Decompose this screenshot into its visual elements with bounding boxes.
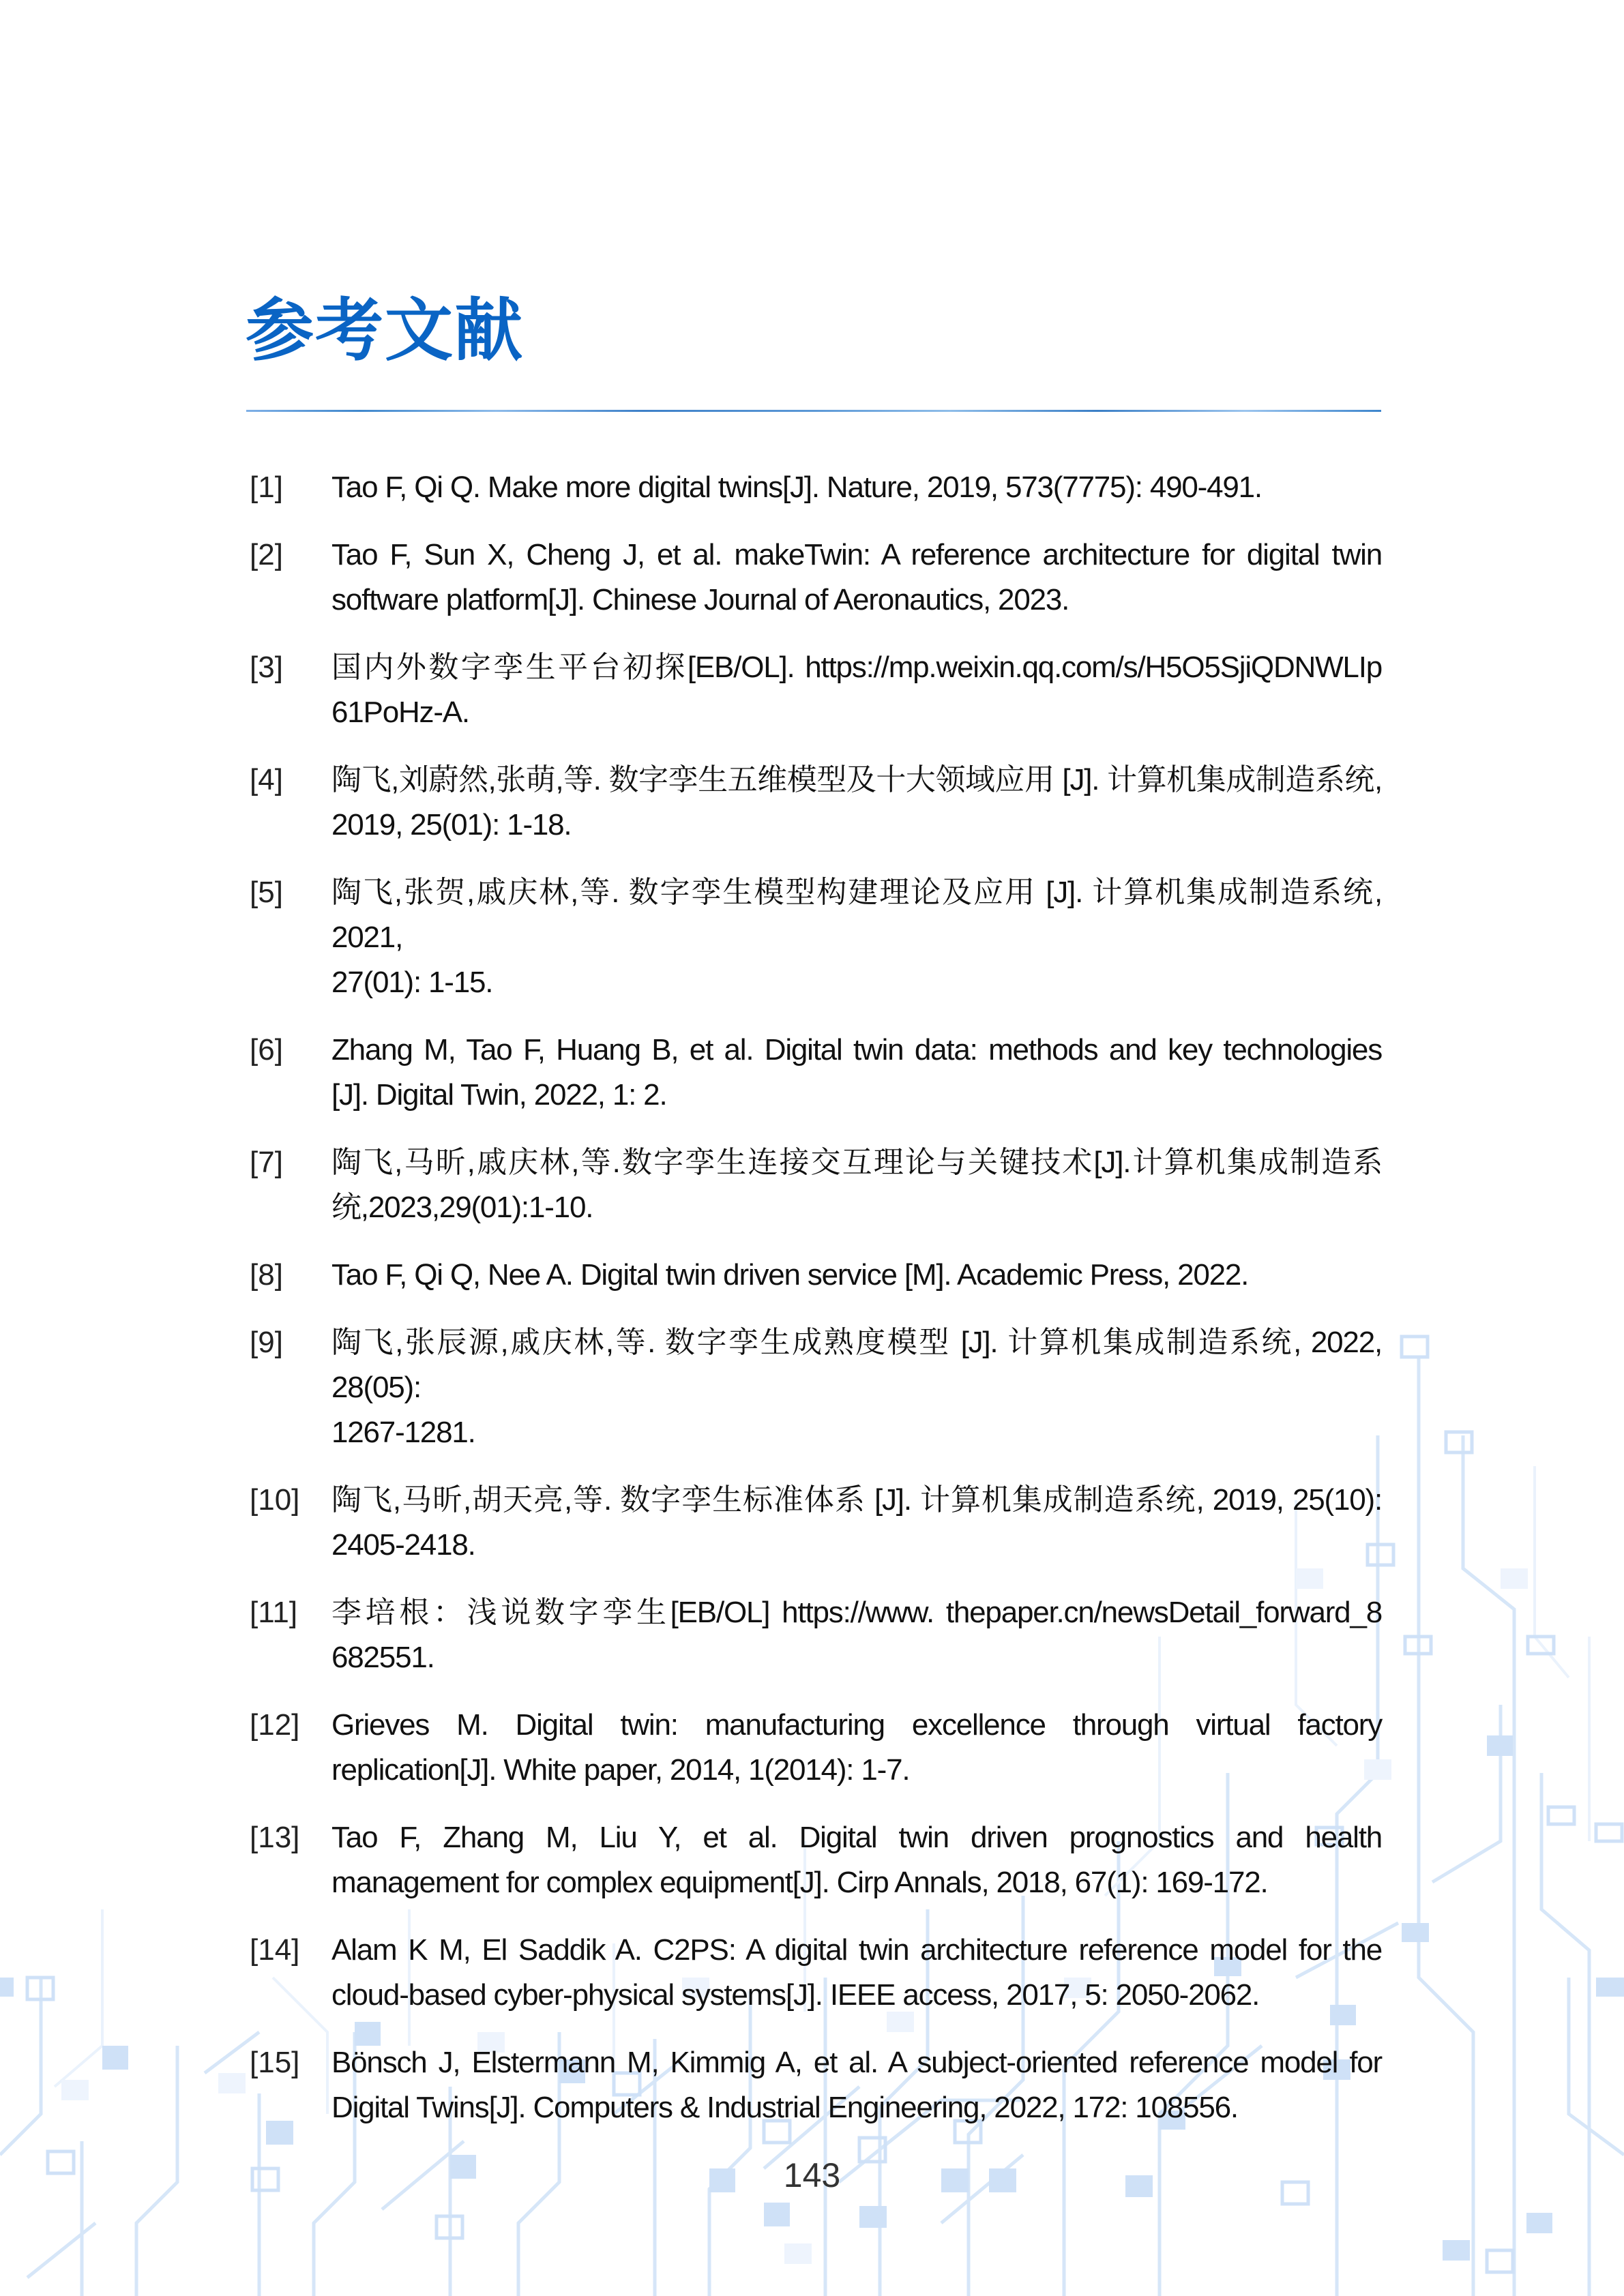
reference-text-line: 国内外数字孪生平台初探[EB/OL]. https://mp.weixin.qq.com/s/H5O5SjiQDNWLIp [331,651,1382,684]
reference-text-line: 陶飞,马昕,戚庆林,等.数字孪生连接交互理论与关键技术[J].计算机集成制造系 [331,1146,1382,1179]
title-divider [246,410,1381,412]
reference-text-line: Tao F, Zhang M, Liu Y, et al. Digital twin driven prognostics and health [331,1821,1382,1854]
reference-number: [6] [250,1033,283,1067]
reference-number: [5] [250,876,283,909]
reference-number: [13] [250,1821,300,1854]
reference-text-line: 陶飞,张贺,戚庆林,等. 数字孪生模型构建理论及应用 [J]. 计算机集成制造系统, 2021, [331,876,1382,954]
page-title: 参考文献 [246,293,524,369]
reference-item [250,465,1382,510]
reference-item [250,1253,1382,1298]
reference-text-line: replication[J]. White paper, 2014, 1(2014): 1-7. [331,1753,910,1787]
reference-number: [11] [250,1596,298,1629]
reference-number: [10] [250,1483,300,1517]
reference-item [250,1320,1382,1455]
reference-number: [14] [250,1933,300,1967]
reference-text-line: management for complex equipment[J]. Cirp Annals, 2018, 67(1): 169-172. [331,1866,1268,1899]
reference-text-line: 61PoHz-A. [331,696,469,729]
reference-item [250,1703,1382,1793]
reference-item [250,758,1382,848]
reference-item [250,1590,1382,1680]
reference-number: [4] [250,763,283,796]
reference-item [250,533,1382,623]
reference-text-line: Tao F, Qi Q, Nee A. Digital twin driven service [M]. Academic Press, 2022. [331,1258,1249,1292]
reference-text-line: Digital Twins[J]. Computers & Industrial Engineering, 2022, 172: 108556. [331,2091,1238,2124]
reference-text-line: 李培根：浅说数字孪生[EB/OL] https://www. thepaper.cn/newsDetail_forward_8 [331,1596,1382,1629]
reference-text-line: 1267-1281. [331,1416,475,1449]
reference-number: [3] [250,651,283,684]
reference-text-line: Zhang M, Tao F, Huang B, et al. Digital twin data: methods and key technologies [331,1033,1382,1067]
reference-number: [1] [250,471,283,504]
reference-item [250,1928,1382,2018]
reference-number: [8] [250,1258,283,1292]
reference-text-line: Tao F, Sun X, Cheng J, et al. makeTwin: A reference architecture for digital twin [331,538,1382,571]
reference-item [250,1028,1382,1118]
reference-number: [9] [250,1326,283,1359]
reference-number: [7] [250,1146,283,1179]
reference-item [250,1140,1382,1230]
reference-list [250,465,1382,2153]
reference-item [250,2040,1382,2130]
reference-number: [2] [250,538,283,571]
reference-text-line: software platform[J]. Chinese Journal of Aeronautics, 2023. [331,583,1069,616]
reference-text-line: 统,2023,29(01):1-10. [331,1191,593,1224]
reference-text-line: Bönsch J, Elstermann M, Kimmig A, et al. A subject-oriented reference model for [331,2046,1382,2079]
reference-text-line: 陶飞,张辰源,戚庆林,等. 数字孪生成熟度模型 [J]. 计算机集成制造系统, 2022, 28(05): [331,1326,1382,1404]
reference-text-line: 2405-2418. [331,1528,475,1562]
reference-item [250,1478,1382,1568]
reference-text-line: 陶飞,刘蔚然,张萌,等. 数字孪生五维模型及十大领域应用 [J]. 计算机集成制造系统, [331,763,1382,796]
reference-text-line: 682551. [331,1641,434,1674]
reference-text-line: cloud-based cyber-physical systems[J]. IEEE access, 2017, 5: 2050-2062. [331,1978,1260,2012]
reference-text-line: 2019, 25(01): 1-18. [331,808,572,841]
reference-number: [15] [250,2046,300,2079]
reference-text-line: 27(01): 1-15. [331,966,493,999]
reference-number: [12] [250,1708,300,1742]
reference-text-line: Alam K M, El Saddik A. C2PS: A digital twin architecture reference model for the [331,1933,1382,1967]
reference-item [250,645,1382,735]
reference-text-line: 陶飞,马昕,胡天亮,等. 数字孪生标准体系 [J]. 计算机集成制造系统, 2019, 25(10): [331,1483,1382,1517]
page-number: 143 [783,2156,841,2194]
reference-text-line: Tao F, Qi Q. Make more digital twins[J]. Nature, 2019, 573(7775): 490-491. [331,471,1262,504]
reference-item [250,870,1382,1005]
reference-item [250,1815,1382,1905]
reference-text-line: [J]. Digital Twin, 2022, 1: 2. [331,1078,667,1112]
reference-text-line: Grieves M. Digital twin: manufacturing excellence through virtual factory [331,1708,1382,1742]
